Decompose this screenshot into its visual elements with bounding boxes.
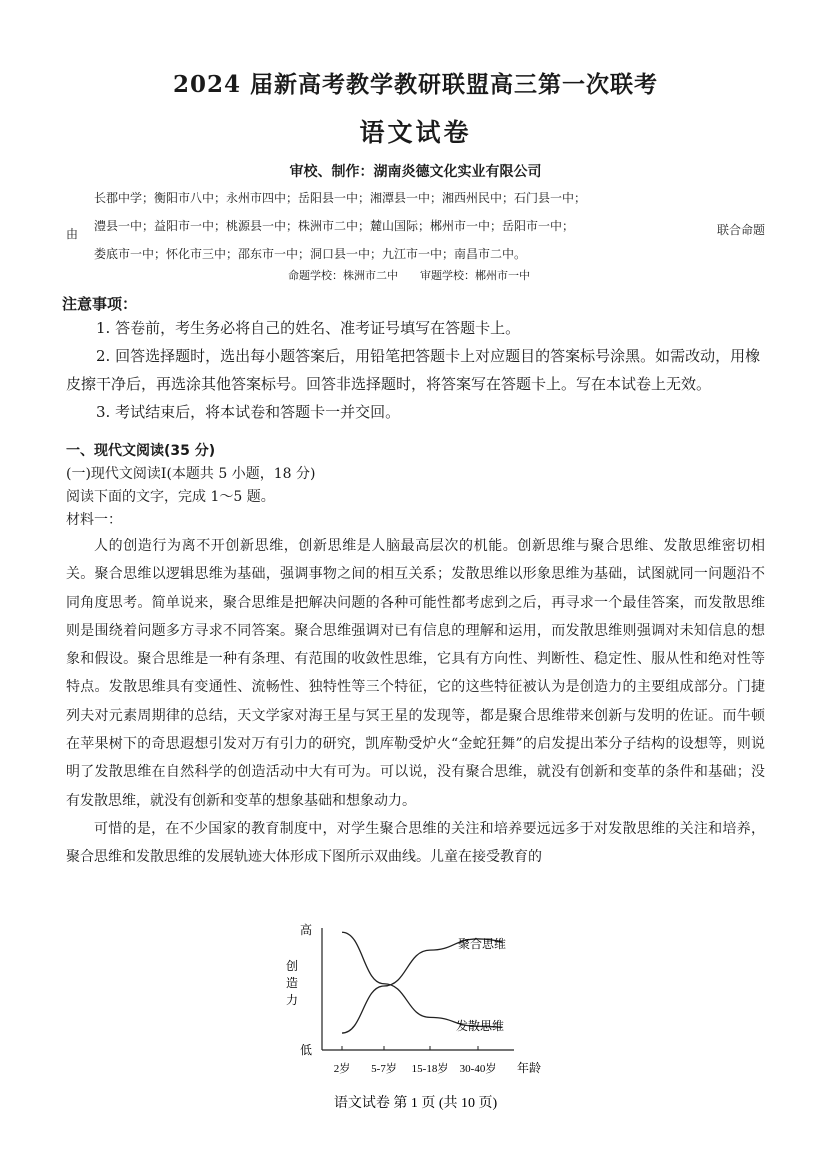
- subject-title: 语文试卷: [359, 118, 472, 147]
- instruction: 阅读下面的文字，完成 1～5 题。: [66, 489, 275, 505]
- notice-title: 注意事项：: [62, 295, 138, 313]
- notice-item: 1. 答卷前，考生务必将自己的姓名、准考证号填写在答题卡上。: [96, 319, 521, 337]
- schools-prefix: 由: [66, 227, 79, 241]
- school-line: 娄底市一中；怀化市三中；邵东市一中；洞口县一中；九江市一中；南昌市二中。: [94, 247, 527, 261]
- y-tick-high: 高: [300, 923, 313, 937]
- notice-item: 3. 考试结束后，将本试卷和答题卡一并交回。: [96, 403, 401, 421]
- x-tick-label: 30-40岁: [459, 1063, 497, 1075]
- school-line: 澧县一中；益阳市一中；桃源县一中；株洲市二中；麓山国际；郴州市一中；岳阳市一中；: [94, 219, 575, 233]
- chart-svg: [270, 918, 560, 1088]
- paragraph: 人的创造行为离不开创新思维，创新思维是人脑最高层次的机能。创新思维与聚合思维、发散思维密切相关。聚合思维以逻辑思维为基础，强调事物之间的相互关系；发散思维以形象思维为基础，试图就同一问题沿不同角度思考。简单说来，聚合思维是把解决问题的各种可能性都考虑到之后，再寻求一个最佳答案，而发散思维则是围绕着问题多方寻求不同答案。聚合思维强调对已有信息的理解和运用，而发散思维则强调对未知信息的想象和假设。聚合思维是一种有条理、有范围的收敛性思维，它具有方向性、判断性、稳定性、服从性和绝对性等特点。发散思维具有变通性、流畅性、独特性等三个特征，它的这些特征被认为是创造力的主要组成部分。门捷列夫对元素周期律的总结，天文学家对海王星与冥王星的发现等，都是聚合思维带来创新与发明的佐证。而牛顿在苹果树下的奇思遐想引发对万有引力的研究，凯库勒受炉火“金蛇狂舞”的启发提出苯分子结构的设想等，则说明了发散思维在自然科学的创造活动中大有可为。可以说，没有聚合思维，就没有创新和变革的条件和基础；没有发散思维，就没有创新和变革的想象基础和想象动力。: [66, 538, 765, 809]
- creativity-chart: [270, 918, 560, 1088]
- exam-title: 2024 届新高考教学教研联盟高三第一次联考: [172, 71, 659, 98]
- section-title: 一、现代文阅读(35 分): [66, 443, 216, 459]
- x-axis-label: 年龄: [517, 1061, 542, 1075]
- schools-suffix: 联合命题: [716, 223, 765, 237]
- page-footer: 语文试卷 第 1 页 (共 10 页): [333, 1096, 498, 1111]
- producer-line: 审校、制作：湖南炎德文化实业有限公司: [289, 164, 542, 180]
- proposer-line: 命题学校：株洲市二中 审题学校：郴州市一中: [288, 269, 530, 282]
- material-label: 材料一：: [66, 512, 122, 528]
- y-tick-low: 低: [300, 1043, 313, 1057]
- series-label: 发散思维: [456, 1019, 505, 1033]
- x-tick-label: 2岁: [333, 1063, 351, 1075]
- x-tick-label: 15-18岁: [411, 1063, 449, 1075]
- notice-item: 2. 回答选择题时，选出每小题答案后，用铅笔把答题卡上对应题目的答案标号涂黑。如需改动，用橡皮擦干净后，再选涂其他答案标号。回答非选择题时，将答案写在答题卡上。写在本试卷上无效。: [66, 347, 761, 393]
- school-line: 长郡中学；衡阳市八中；永州市四中；岳阳县一中；湘潭县一中；湘西州民中；石门县一中；: [94, 191, 587, 205]
- x-tick-label: 5-7岁: [371, 1063, 397, 1075]
- sub-section-title: (一)现代文阅读Ⅰ(本题共 5 小题，18 分): [66, 466, 316, 482]
- paragraph: 可惜的是，在不少国家的教育制度中，对学生聚合思维的关注和培养要远远多于对发散思维的关注和培养，聚合思维和发散思维的发展轨迹大体形成下图所示双曲线。儿童在接受教育的: [66, 820, 765, 866]
- series-label: 聚合思维: [458, 937, 507, 951]
- school-list: [66, 189, 765, 281]
- y-axis-label: 创造力: [286, 959, 299, 1007]
